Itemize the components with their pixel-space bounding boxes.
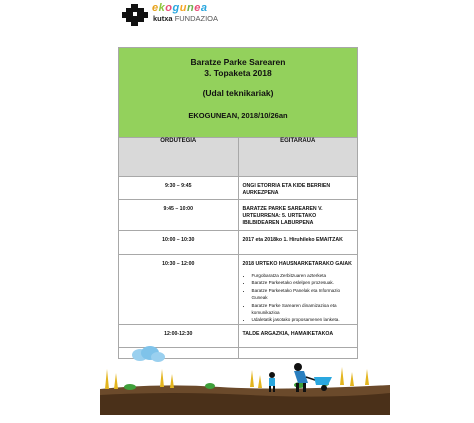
row-time: 9:30 – 9:45 xyxy=(164,183,192,189)
table-row xyxy=(119,231,358,255)
list-item: • Furgobaratza Zerbitzuaren azterketa xyxy=(252,272,354,279)
cloud-icon xyxy=(132,346,165,362)
topic-list xyxy=(243,272,354,324)
title-line-2: 3. Topaketa 2018 xyxy=(204,68,272,78)
table-row xyxy=(119,324,358,347)
list-item: • Baratze Parkeetako Panelak eta Informazio Guneak xyxy=(252,287,354,302)
table-row xyxy=(119,200,358,231)
agenda-header xyxy=(119,48,358,138)
row-text: TALDE ARGAZKIA, HAMAIKETAKOA xyxy=(242,330,334,337)
list-item: • Baratze Parkeetako eslelpen prozesuak. xyxy=(252,279,354,286)
puzzle-logo-icon xyxy=(122,4,148,26)
agenda-table xyxy=(118,47,358,359)
row-time: 9:45 – 10:00 xyxy=(163,206,193,212)
row-text: BARATZE PARKE SAREAREN V. URTEURRENA: 5. URTETAKO IBILBIDEAREN LABURPENA xyxy=(242,206,323,226)
ekogunea-logo xyxy=(122,4,232,26)
logo-brand: kutxa FUNDAZIOA xyxy=(153,14,219,23)
garden-illustration xyxy=(100,345,390,415)
subtitle: (Udal teknikariak) xyxy=(202,88,274,98)
table-row xyxy=(119,177,358,200)
list-item: • Udaletatik jasotako proposamenen lanketa. xyxy=(252,316,354,323)
row-text: 2017 eta 2018ko 1. Hiruhileko EMAITZAK xyxy=(242,237,343,243)
row-time: 10:30 – 12:00 xyxy=(162,261,195,267)
table-row xyxy=(119,255,358,325)
logo-wordmark: ekogunea xyxy=(152,2,208,14)
row-text: ONGI ETORRIA ETA KIDE BERRIEN AURKEZPENA xyxy=(242,183,331,196)
column-header-time: ORDUTEGIA xyxy=(119,138,239,177)
row-text: 2018 URTEKO HAUSNARKETARAKO GAIAK xyxy=(242,261,352,267)
row-time: 10:00 – 10:30 xyxy=(162,237,195,243)
row-time: 12:00-12:30 xyxy=(164,330,193,337)
title-line-1: Baratze Parke Sarearen xyxy=(190,57,286,67)
location-date: EKOGUNEAN, 2018/10/26an xyxy=(188,111,288,120)
list-item: • Baratze Parke Sarearen dinamizazioa eta komunikazioa xyxy=(252,302,354,317)
column-header-agenda: EGITARAUA xyxy=(238,138,358,177)
